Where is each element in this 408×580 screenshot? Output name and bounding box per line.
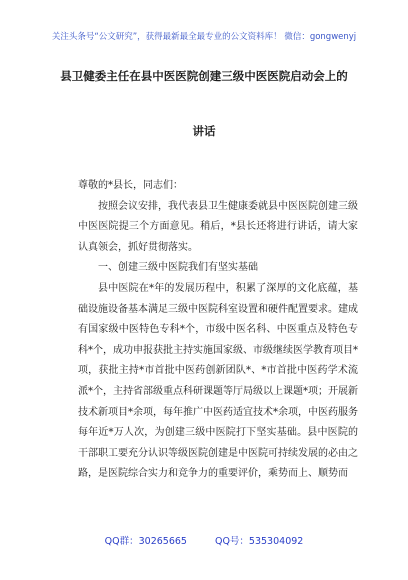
document-subtitle: 讲话 — [192, 124, 216, 138]
header-note: 关注头条号“公文研究”，获得最新最全最专业的公文资料库！ 微信：gongwenyj — [51, 32, 357, 42]
footer-qq-number: QQ号：535304092 — [214, 536, 304, 547]
salutation: 尊敬的*县长，同志们： — [78, 180, 183, 191]
footer — [0, 533, 408, 547]
body-paragraph: 按照会议安排，我代表县卫生健康委就县中医医院创建三级中医医院提三个方面意见。稍后，*县长还将进行讲话，请大家认真领会，抓好贯彻落实。 — [78, 200, 358, 253]
document-body — [78, 176, 358, 485]
section-heading: 一、创建三级中医院我们有坚实基础 — [98, 262, 258, 274]
document-title: 县卫健委主任在县中医医院创建三级中医医院启动会上的 — [60, 69, 348, 83]
body-paragraph: 县中医院在*年的发展历程中，积累了深厚的文化底蕴，基础设施设备基本满足三级中医院科室设置和硬件配置要求。建成有国家级中医特色专科*个，市级中医名科、中医重点及特色专科*个，成功申报获批主持实施国家级、市级继续医学教育项目*项，获批主持*市首批中医药创新团队*、*市首批中医药学术流派*个，主持省部级重点科研课题等厅局级以上课题*项；开展新技术新项目*余项，每年推广中医药适宜技术*余项，中医药服务每年近*万人次，为创建三级中医院打下坚实基础。县中医院的干部职工要充分认识等级医院创建是中医院可持续发展的必由之路，是医院综合实力和竞争力的重要评价，乘势而上、顺势而 — [78, 282, 358, 480]
footer-qq-group: QQ群：30265665 — [104, 536, 187, 547]
